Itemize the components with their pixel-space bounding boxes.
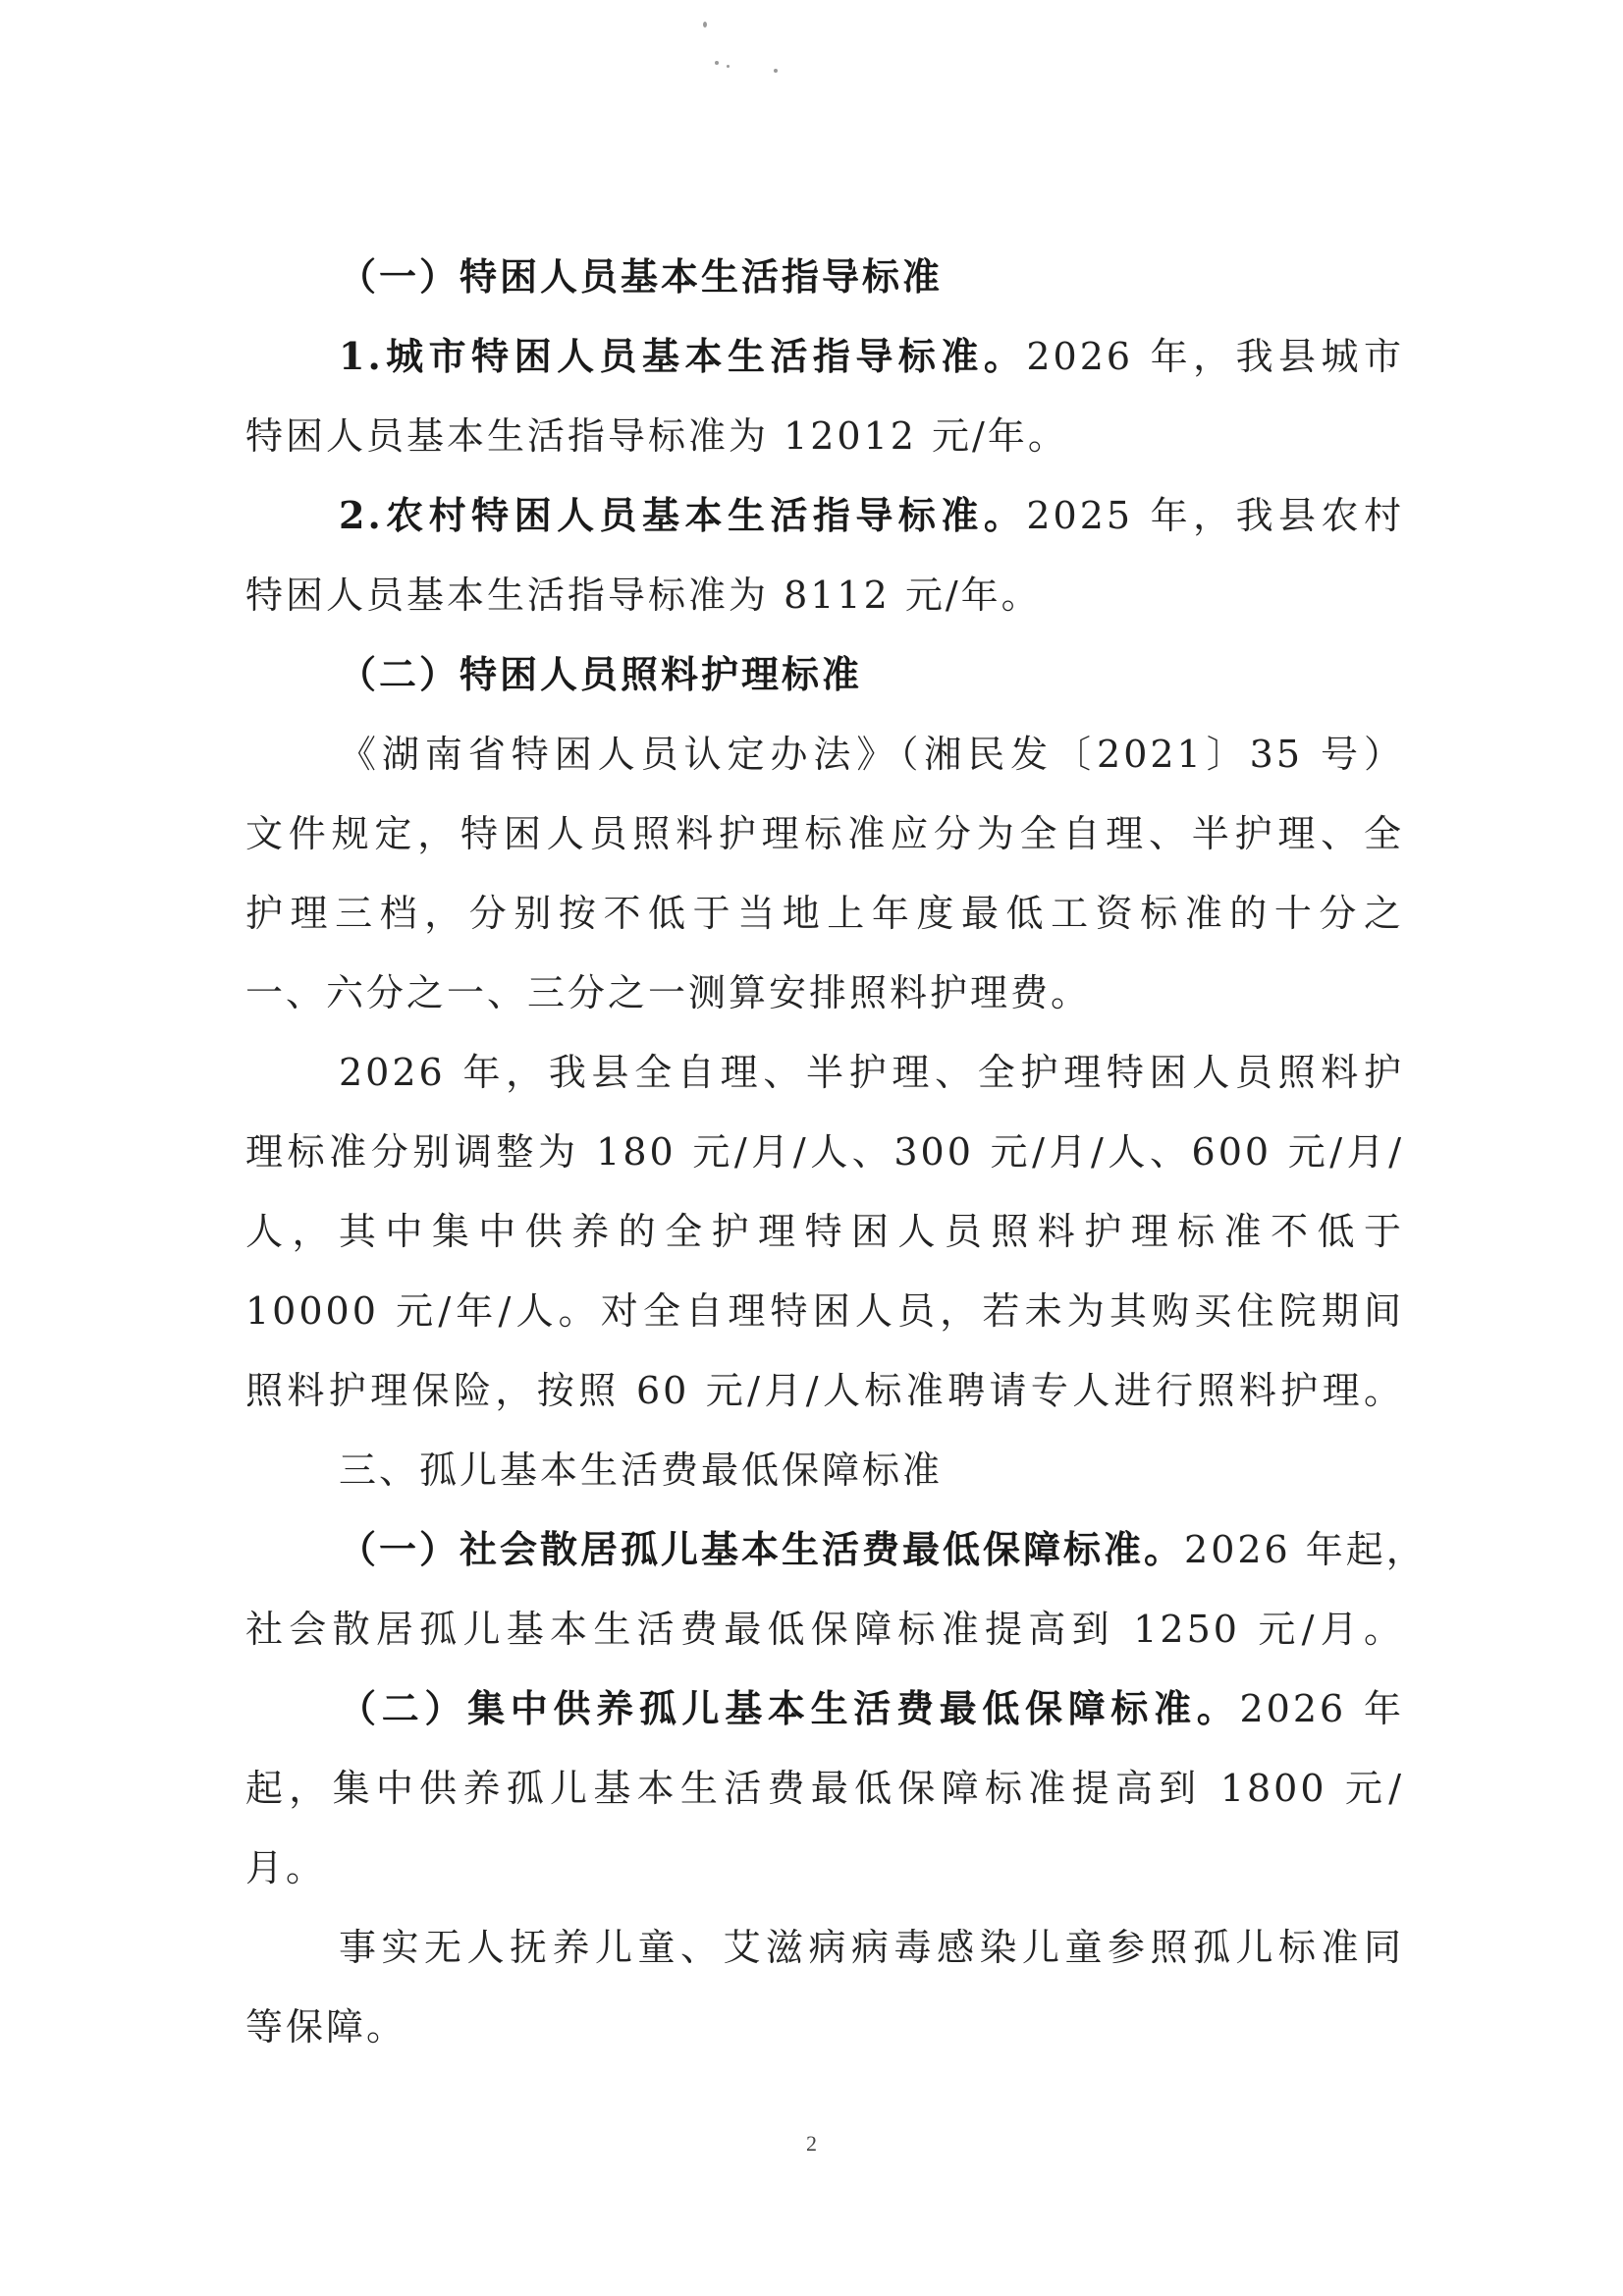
scan-speck	[715, 61, 719, 65]
section-heading-1: （一）特困人员基本生活指导标准	[339, 254, 944, 299]
paragraph-2-line-5: 照料护理保险，按照 60 元/月/人标准聘请专人进行照料护理。	[245, 1369, 1404, 1412]
item-4-line-3: 月。	[245, 1846, 327, 1889]
paragraph-1-line-1: 《湖南省特困人员认定办法》（湘民发〔2021〕35 号）	[339, 733, 1404, 776]
item-4-text: 2026 年	[1239, 1687, 1404, 1730]
item-1-line-2: 特困人员基本生活指导标准为 12012 元/年。	[245, 414, 1068, 458]
scan-speck	[774, 69, 778, 73]
paragraph-3-line-2: 等保障。	[245, 2005, 407, 2049]
item-2-title: 2.农村特困人员基本生活指导标准。	[339, 493, 1027, 537]
paragraph-1-line-3: 护理三档，分别按不低于当地上年度最低工资标准的十分之	[245, 892, 1404, 935]
paragraph-1-line-4: 一、六分之一、三分之一测算安排照料护理费。	[245, 971, 1092, 1014]
scan-speck	[703, 22, 707, 27]
item-2-line-1	[339, 490, 1404, 541]
item-3-line-2: 社会散居孤儿基本生活费最低保障标准提高到 1250 元/月。	[245, 1608, 1404, 1651]
paragraph-2-line-1: 2026 年，我县全自理、半护理、全护理特困人员照料护	[339, 1051, 1404, 1094]
item-2-text: 2025 年，我县农村	[1026, 494, 1405, 537]
item-2-line-2: 特困人员基本生活指导标准为 8112 元/年。	[245, 574, 1042, 617]
item-4-line-1	[339, 1683, 1404, 1734]
paragraph-3-line-1: 事实无人抚养儿童、艾滋病病毒感染儿童参照孤儿标准同	[339, 1926, 1404, 1969]
paragraph-2-line-3: 人，其中集中供养的全护理特困人员照料护理标准不低于	[245, 1210, 1404, 1253]
paragraph-2-line-2: 理标准分别调整为 180 元/月/人、300 元/月/人、600 元/月/	[245, 1130, 1404, 1174]
page-number: 2	[806, 2131, 817, 2156]
item-3-line-1	[339, 1524, 1427, 1575]
item-1-line-1	[339, 331, 1404, 382]
scan-speck	[727, 65, 730, 68]
part-3-heading: 三、孤儿基本生活费最低保障标准	[339, 1449, 944, 1492]
paragraph-1-line-2: 文件规定，特困人员照料护理标准应分为全自理、半护理、全	[245, 812, 1404, 855]
paragraph-2-line-4: 10000 元/年/人。对全自理特困人员，若未为其购买住院期间	[245, 1289, 1404, 1333]
item-1-text: 2026 年，我县城市	[1026, 335, 1405, 378]
item-3-text: 2026 年起，	[1184, 1528, 1427, 1571]
item-4-line-2: 起，集中供养孤儿基本生活费最低保障标准提高到 1800 元/	[245, 1767, 1404, 1810]
item-4-title: （二）集中供养孤儿基本生活费最低保障标准。	[339, 1686, 1240, 1730]
item-3-title: （一）社会散居孤儿基本生活费最低保障标准。	[339, 1527, 1185, 1571]
section-heading-2: （二）特困人员照料护理标准	[339, 652, 863, 696]
item-1-title: 1.城市特困人员基本生活指导标准。	[339, 334, 1027, 378]
